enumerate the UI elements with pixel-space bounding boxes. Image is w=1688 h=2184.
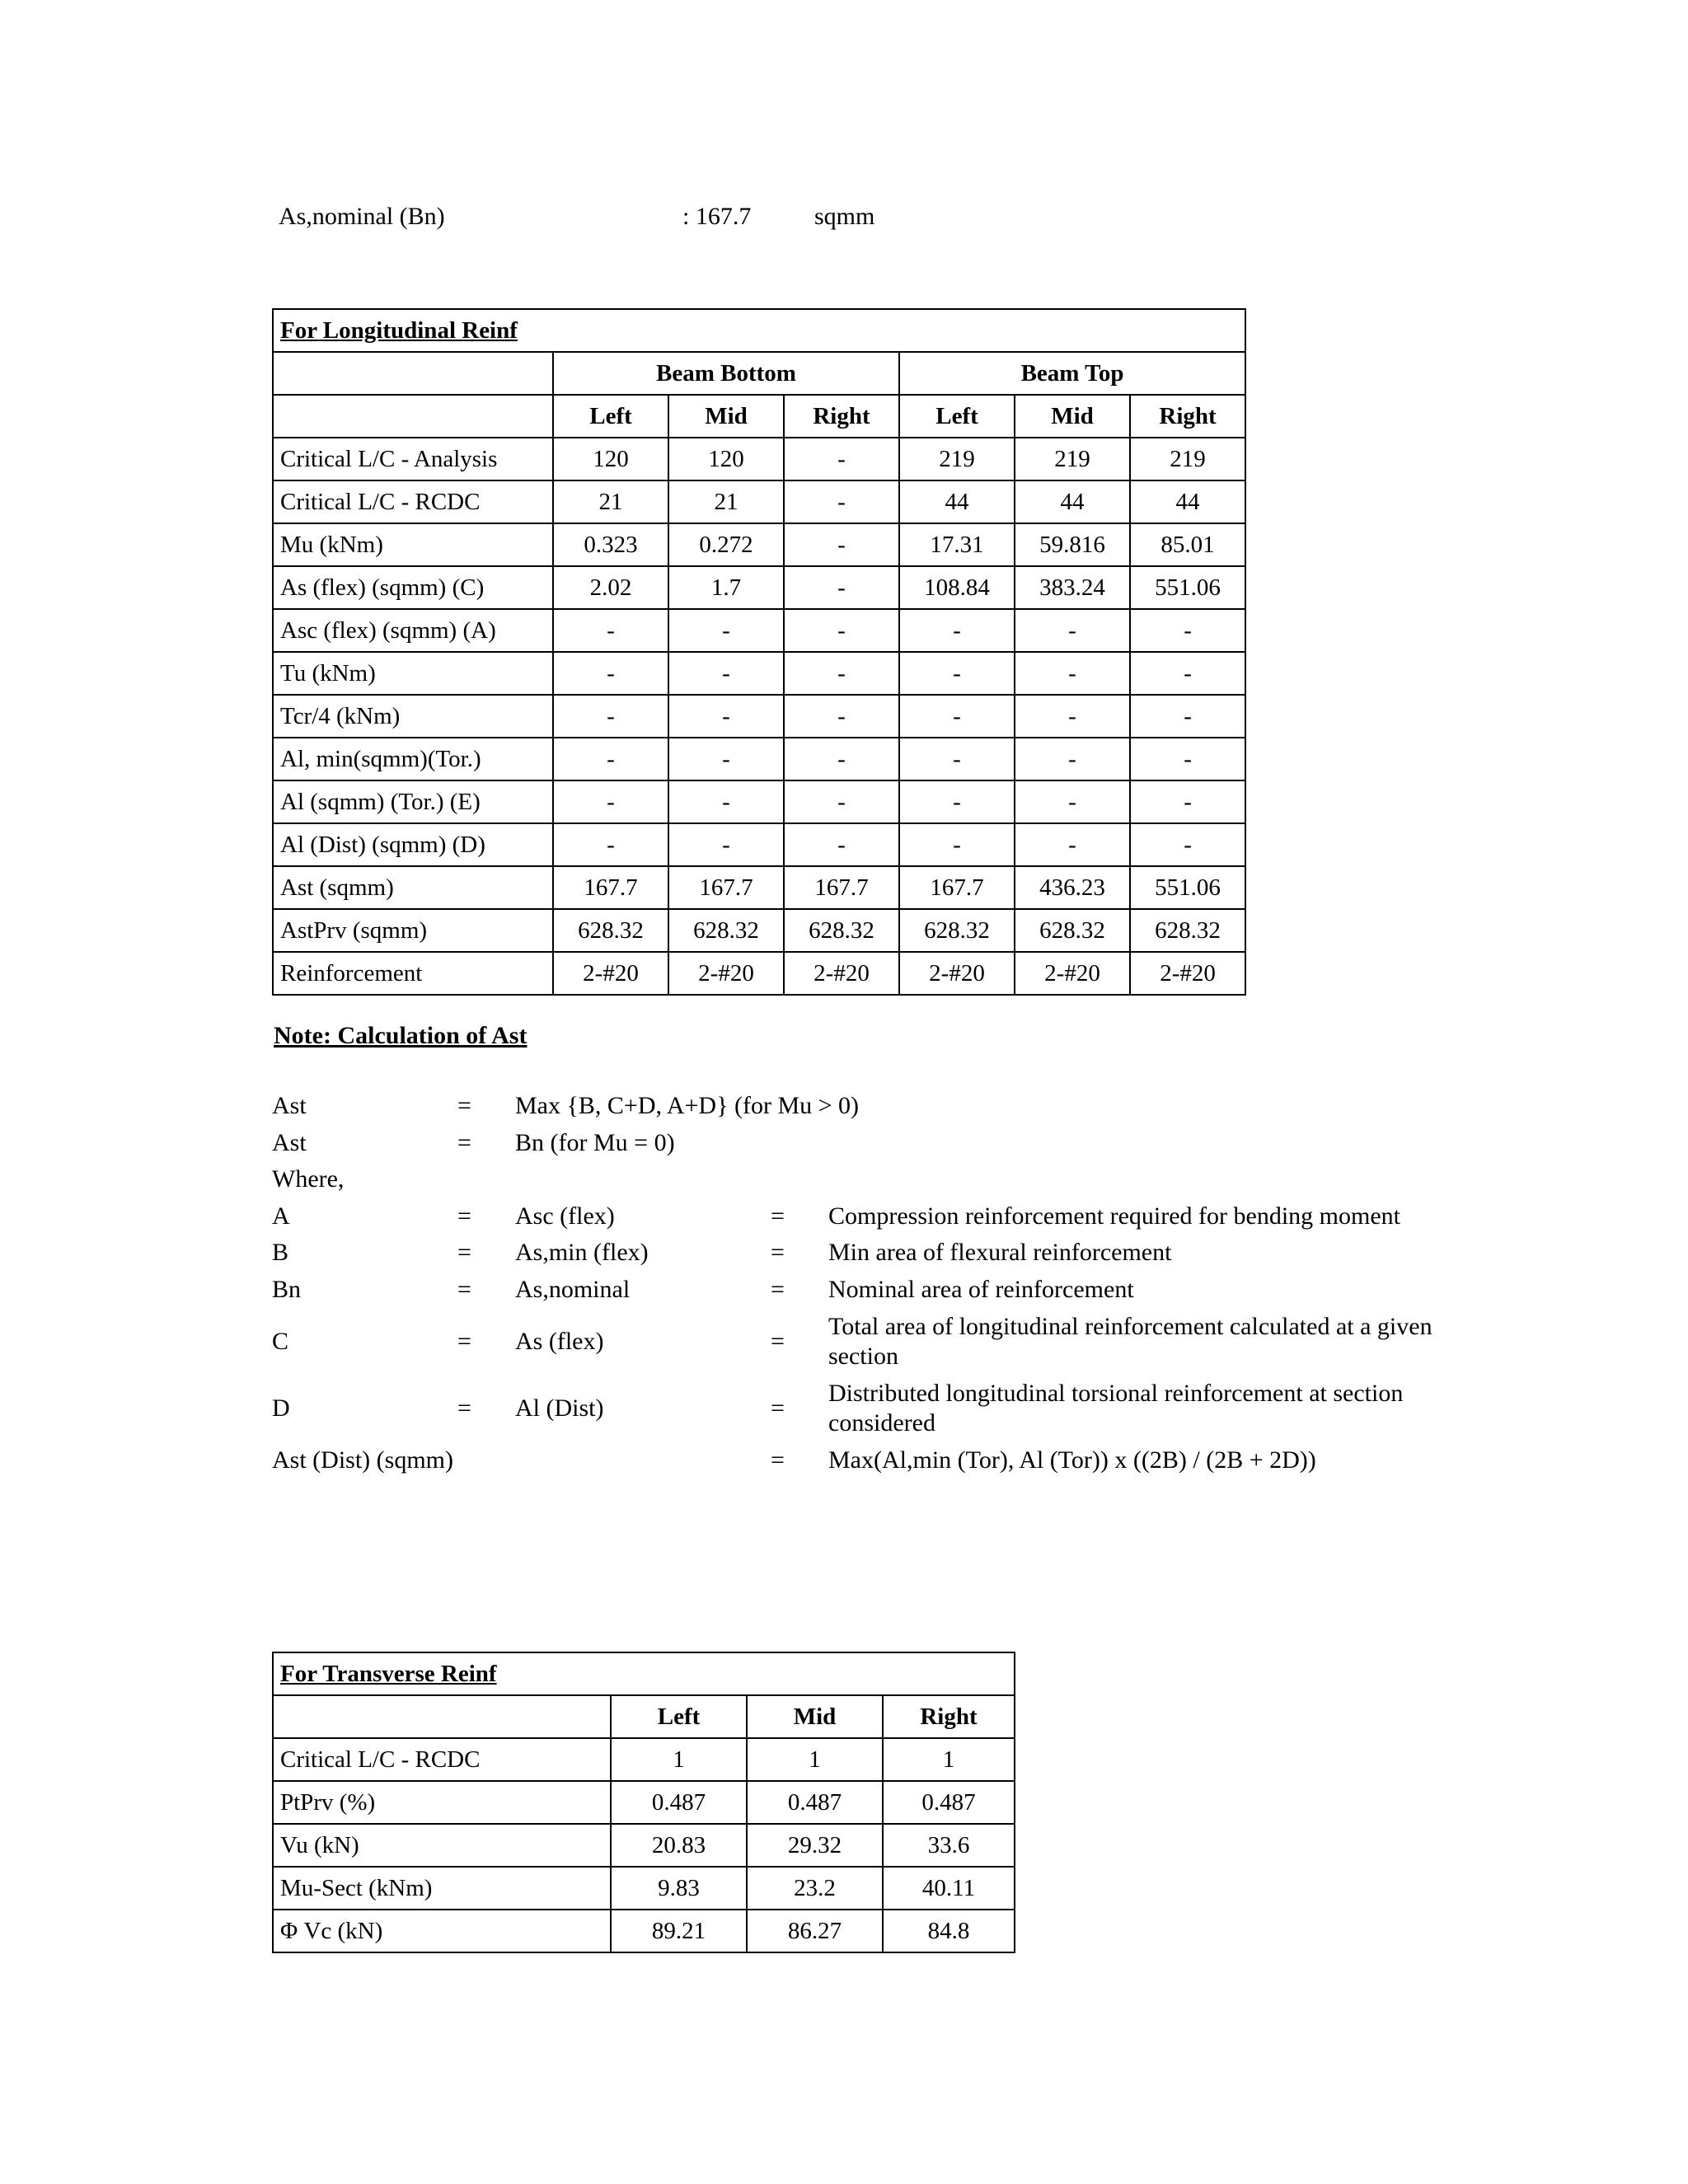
cell: 2-#20	[1130, 952, 1245, 995]
row-label: Tu (kNm)	[273, 652, 553, 695]
cell: 1	[611, 1738, 747, 1781]
table-row	[273, 952, 1245, 995]
row-label: Φ Vc (kN)	[273, 1910, 611, 1952]
row-label: Critical L/C - RCDC	[273, 1738, 611, 1781]
cell: -	[784, 738, 899, 780]
group-header-row	[273, 352, 1245, 395]
note-symbol: Asc (flex)	[515, 1202, 615, 1230]
note-term: D	[272, 1394, 290, 1422]
table-row	[273, 566, 1245, 609]
note-description: Max(Al,min (Tor), Al (Tor)) x ((2B) / (2B + 2D))	[828, 1446, 1316, 1474]
cell: 628.32	[1015, 909, 1130, 952]
cell: 628.32	[553, 909, 668, 952]
note-equals-2: =	[771, 1202, 785, 1230]
cell: 2-#20	[899, 952, 1015, 995]
cell: 436.23	[1015, 866, 1130, 909]
cell: 0.487	[611, 1781, 747, 1824]
cell: 21	[553, 480, 668, 523]
cell: 167.7	[899, 866, 1015, 909]
longitudinal-title-text: For Longitudinal Reinf	[280, 316, 518, 344]
cell: -	[899, 780, 1015, 823]
cell: 85.01	[1130, 523, 1245, 566]
cell: 219	[1130, 438, 1245, 480]
note-equals-2: =	[771, 1275, 785, 1303]
cell: -	[1130, 695, 1245, 738]
row-label: AstPrv (sqmm)	[273, 909, 553, 952]
cell: 86.27	[747, 1910, 883, 1952]
note-description: Compression reinforcement required for bending moment	[828, 1202, 1400, 1230]
cell: -	[899, 823, 1015, 866]
table-row	[273, 909, 1245, 952]
cell: -	[784, 523, 899, 566]
longitudinal-reinf-table	[272, 308, 1246, 996]
note-title: Note: Calculation of Ast	[274, 1022, 528, 1049]
longitudinal-title-cell	[273, 309, 1245, 352]
cell: 33.6	[883, 1824, 1015, 1867]
note-row	[272, 1161, 1442, 1198]
cell: -	[899, 609, 1015, 652]
cell: 219	[1015, 438, 1130, 480]
cell: 89.21	[611, 1910, 747, 1952]
empty-corner-cell-2	[273, 395, 553, 438]
as-nominal-line	[279, 204, 1432, 229]
cell: 2-#20	[784, 952, 899, 995]
sub-header-bottom-right: Right	[784, 395, 899, 438]
cell: 9.83	[611, 1867, 747, 1910]
cell: -	[784, 609, 899, 652]
note-equals-2: =	[771, 1239, 785, 1267]
transverse-reinf-table	[272, 1652, 1015, 1953]
table-row	[273, 438, 1245, 480]
note-description: Nominal area of reinforcement	[828, 1275, 1134, 1303]
cell: 628.32	[899, 909, 1015, 952]
cell: 167.7	[784, 866, 899, 909]
note-description: Total area of longitudinal reinforcement calculated at a given section	[828, 1312, 1432, 1371]
cell: -	[899, 738, 1015, 780]
note-equals: =	[457, 1394, 471, 1422]
note-equals-2: =	[771, 1446, 785, 1474]
table-row	[273, 1824, 1015, 1867]
cell: -	[784, 438, 899, 480]
cell: -	[784, 566, 899, 609]
table-row	[273, 866, 1245, 909]
row-label: Tcr/4 (kNm)	[273, 695, 553, 738]
cell: 551.06	[1130, 566, 1245, 609]
cell: -	[1015, 652, 1130, 695]
cell: 21	[668, 480, 784, 523]
cell: 59.816	[1015, 523, 1130, 566]
cell: -	[1015, 738, 1130, 780]
sub-header-mid: Mid	[747, 1695, 883, 1738]
cell: -	[668, 823, 784, 866]
sub-header-row	[273, 395, 1245, 438]
note-symbol: As (flex)	[515, 1327, 604, 1355]
cell: -	[668, 609, 784, 652]
note-equals-2: =	[771, 1394, 785, 1422]
note-description: Min area of flexural reinforcement	[828, 1239, 1172, 1267]
note-term: A	[272, 1202, 290, 1230]
cell: -	[1130, 652, 1245, 695]
cell: -	[899, 652, 1015, 695]
note-row	[272, 1088, 1442, 1125]
table-row	[273, 695, 1245, 738]
cell: 108.84	[899, 566, 1015, 609]
cell: -	[784, 695, 899, 738]
note-equals	[457, 1442, 515, 1479]
row-label: Asc (flex) (sqmm) (A)	[273, 609, 553, 652]
empty-corner-cell-3	[273, 1695, 611, 1738]
cell: 44	[1015, 480, 1130, 523]
cell: 0.272	[668, 523, 784, 566]
note-expression: Bn (for Mu = 0)	[515, 1128, 675, 1156]
empty-corner-cell	[273, 352, 553, 395]
table-row	[273, 1910, 1015, 1952]
cell: 44	[1130, 480, 1245, 523]
row-label: Reinforcement	[273, 952, 553, 995]
as-nominal-value: : 167.7	[682, 203, 752, 230]
cell: -	[553, 652, 668, 695]
note-expression	[515, 1161, 1442, 1198]
cell: 1.7	[668, 566, 784, 609]
cell: 2.02	[553, 566, 668, 609]
cell: 120	[553, 438, 668, 480]
note-row	[272, 1272, 1442, 1309]
note-term: Ast (Dist) (sqmm)	[272, 1446, 453, 1474]
sub-header-bottom-mid: Mid	[668, 395, 784, 438]
row-label: Al, min(sqmm)(Tor.)	[273, 738, 553, 780]
note-equals: =	[457, 1275, 471, 1303]
sub-header-bottom-left: Left	[553, 395, 668, 438]
group-header-beam-top: Beam Top	[899, 352, 1245, 395]
cell: -	[1015, 609, 1130, 652]
transverse-title-cell	[273, 1652, 1015, 1695]
note-table	[272, 1088, 1442, 1479]
table-row	[273, 609, 1245, 652]
row-label: Critical L/C - Analysis	[273, 438, 553, 480]
cell: -	[668, 738, 784, 780]
cell: -	[784, 823, 899, 866]
table-row	[273, 480, 1245, 523]
cell: -	[553, 738, 668, 780]
cell: -	[1130, 823, 1245, 866]
cell: -	[1015, 780, 1130, 823]
cell: 29.32	[747, 1824, 883, 1867]
table-row	[273, 1867, 1015, 1910]
cell: 628.32	[668, 909, 784, 952]
sub-header-top-right: Right	[1130, 395, 1245, 438]
table-row	[273, 738, 1245, 780]
note-equals: =	[457, 1202, 471, 1230]
note-expression: Max {B, C+D, A+D} (for Mu > 0)	[515, 1092, 860, 1119]
cell: -	[1015, 695, 1130, 738]
cell: 120	[668, 438, 784, 480]
cell: -	[1130, 738, 1245, 780]
row-label: Critical L/C - RCDC	[273, 480, 553, 523]
as-nominal-label: As,nominal (Bn)	[279, 203, 445, 230]
note-row	[272, 1309, 1442, 1376]
cell: 23.2	[747, 1867, 883, 1910]
cell: 1	[883, 1738, 1015, 1781]
note-term: B	[272, 1239, 289, 1267]
cell: 167.7	[668, 866, 784, 909]
cell: -	[784, 652, 899, 695]
note-row	[272, 1376, 1442, 1442]
table-row	[273, 823, 1245, 866]
row-label: Mu (kNm)	[273, 523, 553, 566]
cell: 2-#20	[1015, 952, 1130, 995]
cell: -	[553, 780, 668, 823]
cell: -	[668, 695, 784, 738]
cell: -	[899, 695, 1015, 738]
note-term: Bn	[272, 1275, 302, 1303]
note-symbol	[515, 1442, 771, 1479]
table-row	[273, 780, 1245, 823]
sub-header-top-mid: Mid	[1015, 395, 1130, 438]
table-row	[273, 523, 1245, 566]
cell: 1	[747, 1738, 883, 1781]
row-label: As (flex) (sqmm) (C)	[273, 566, 553, 609]
note-symbol: As,min (flex)	[515, 1239, 649, 1267]
note-term: Ast	[272, 1092, 307, 1119]
cell: -	[1015, 823, 1130, 866]
sub-header-top-left: Left	[899, 395, 1015, 438]
group-header-beam-bottom: Beam Bottom	[553, 352, 899, 395]
row-label: Ast (sqmm)	[273, 866, 553, 909]
cell: -	[668, 652, 784, 695]
note-row	[272, 1125, 1442, 1162]
row-label: Al (sqmm) (Tor.) (E)	[273, 780, 553, 823]
note-block	[272, 1088, 1442, 1479]
note-term: Ast	[272, 1128, 307, 1156]
note-description: Distributed longitudinal torsional reinforcement at section considered	[828, 1379, 1404, 1437]
cell: 2-#20	[553, 952, 668, 995]
cell: 0.487	[883, 1781, 1015, 1824]
cell: 17.31	[899, 523, 1015, 566]
cell: -	[668, 780, 784, 823]
row-label: Al (Dist) (sqmm) (D)	[273, 823, 553, 866]
cell: 20.83	[611, 1824, 747, 1867]
cell: -	[1130, 609, 1245, 652]
sub-header-left: Left	[611, 1695, 747, 1738]
cell: 84.8	[883, 1910, 1015, 1952]
table-row	[273, 652, 1245, 695]
cell: 44	[899, 480, 1015, 523]
as-nominal-unit: sqmm	[814, 203, 875, 230]
note-row	[272, 1198, 1442, 1235]
note-symbol: As,nominal	[515, 1275, 631, 1303]
cell: 167.7	[553, 866, 668, 909]
row-label: PtPrv (%)	[273, 1781, 611, 1824]
cell: -	[553, 609, 668, 652]
cell: 219	[899, 438, 1015, 480]
note-row	[272, 1235, 1442, 1272]
sub-header-row	[273, 1695, 1015, 1738]
cell: -	[1130, 780, 1245, 823]
note-equals: =	[457, 1128, 471, 1156]
row-label: Mu-Sect (kNm)	[273, 1867, 611, 1910]
cell: -	[784, 480, 899, 523]
table-row	[273, 1738, 1015, 1781]
row-label: Vu (kN)	[273, 1824, 611, 1867]
cell: 0.323	[553, 523, 668, 566]
note-row	[272, 1442, 1442, 1479]
cell: 628.32	[784, 909, 899, 952]
table-title-row	[273, 1652, 1015, 1695]
note-equals	[457, 1161, 515, 1198]
cell: -	[553, 695, 668, 738]
note-term: C	[272, 1327, 289, 1355]
cell: 2-#20	[668, 952, 784, 995]
transverse-title-text: For Transverse Reinf	[280, 1660, 497, 1687]
note-term: Where,	[272, 1165, 345, 1193]
note-equals-2: =	[771, 1327, 785, 1355]
cell: 628.32	[1130, 909, 1245, 952]
note-equals: =	[457, 1092, 471, 1119]
table-title-row	[273, 309, 1245, 352]
cell: 0.487	[747, 1781, 883, 1824]
cell: 551.06	[1130, 866, 1245, 909]
cell: -	[784, 780, 899, 823]
note-equals: =	[457, 1327, 471, 1355]
note-symbol: Al (Dist)	[515, 1394, 604, 1422]
cell: 383.24	[1015, 566, 1130, 609]
table-row	[273, 1781, 1015, 1824]
cell: -	[553, 823, 668, 866]
sub-header-right: Right	[883, 1695, 1015, 1738]
cell: 40.11	[883, 1867, 1015, 1910]
note-equals: =	[457, 1239, 471, 1267]
